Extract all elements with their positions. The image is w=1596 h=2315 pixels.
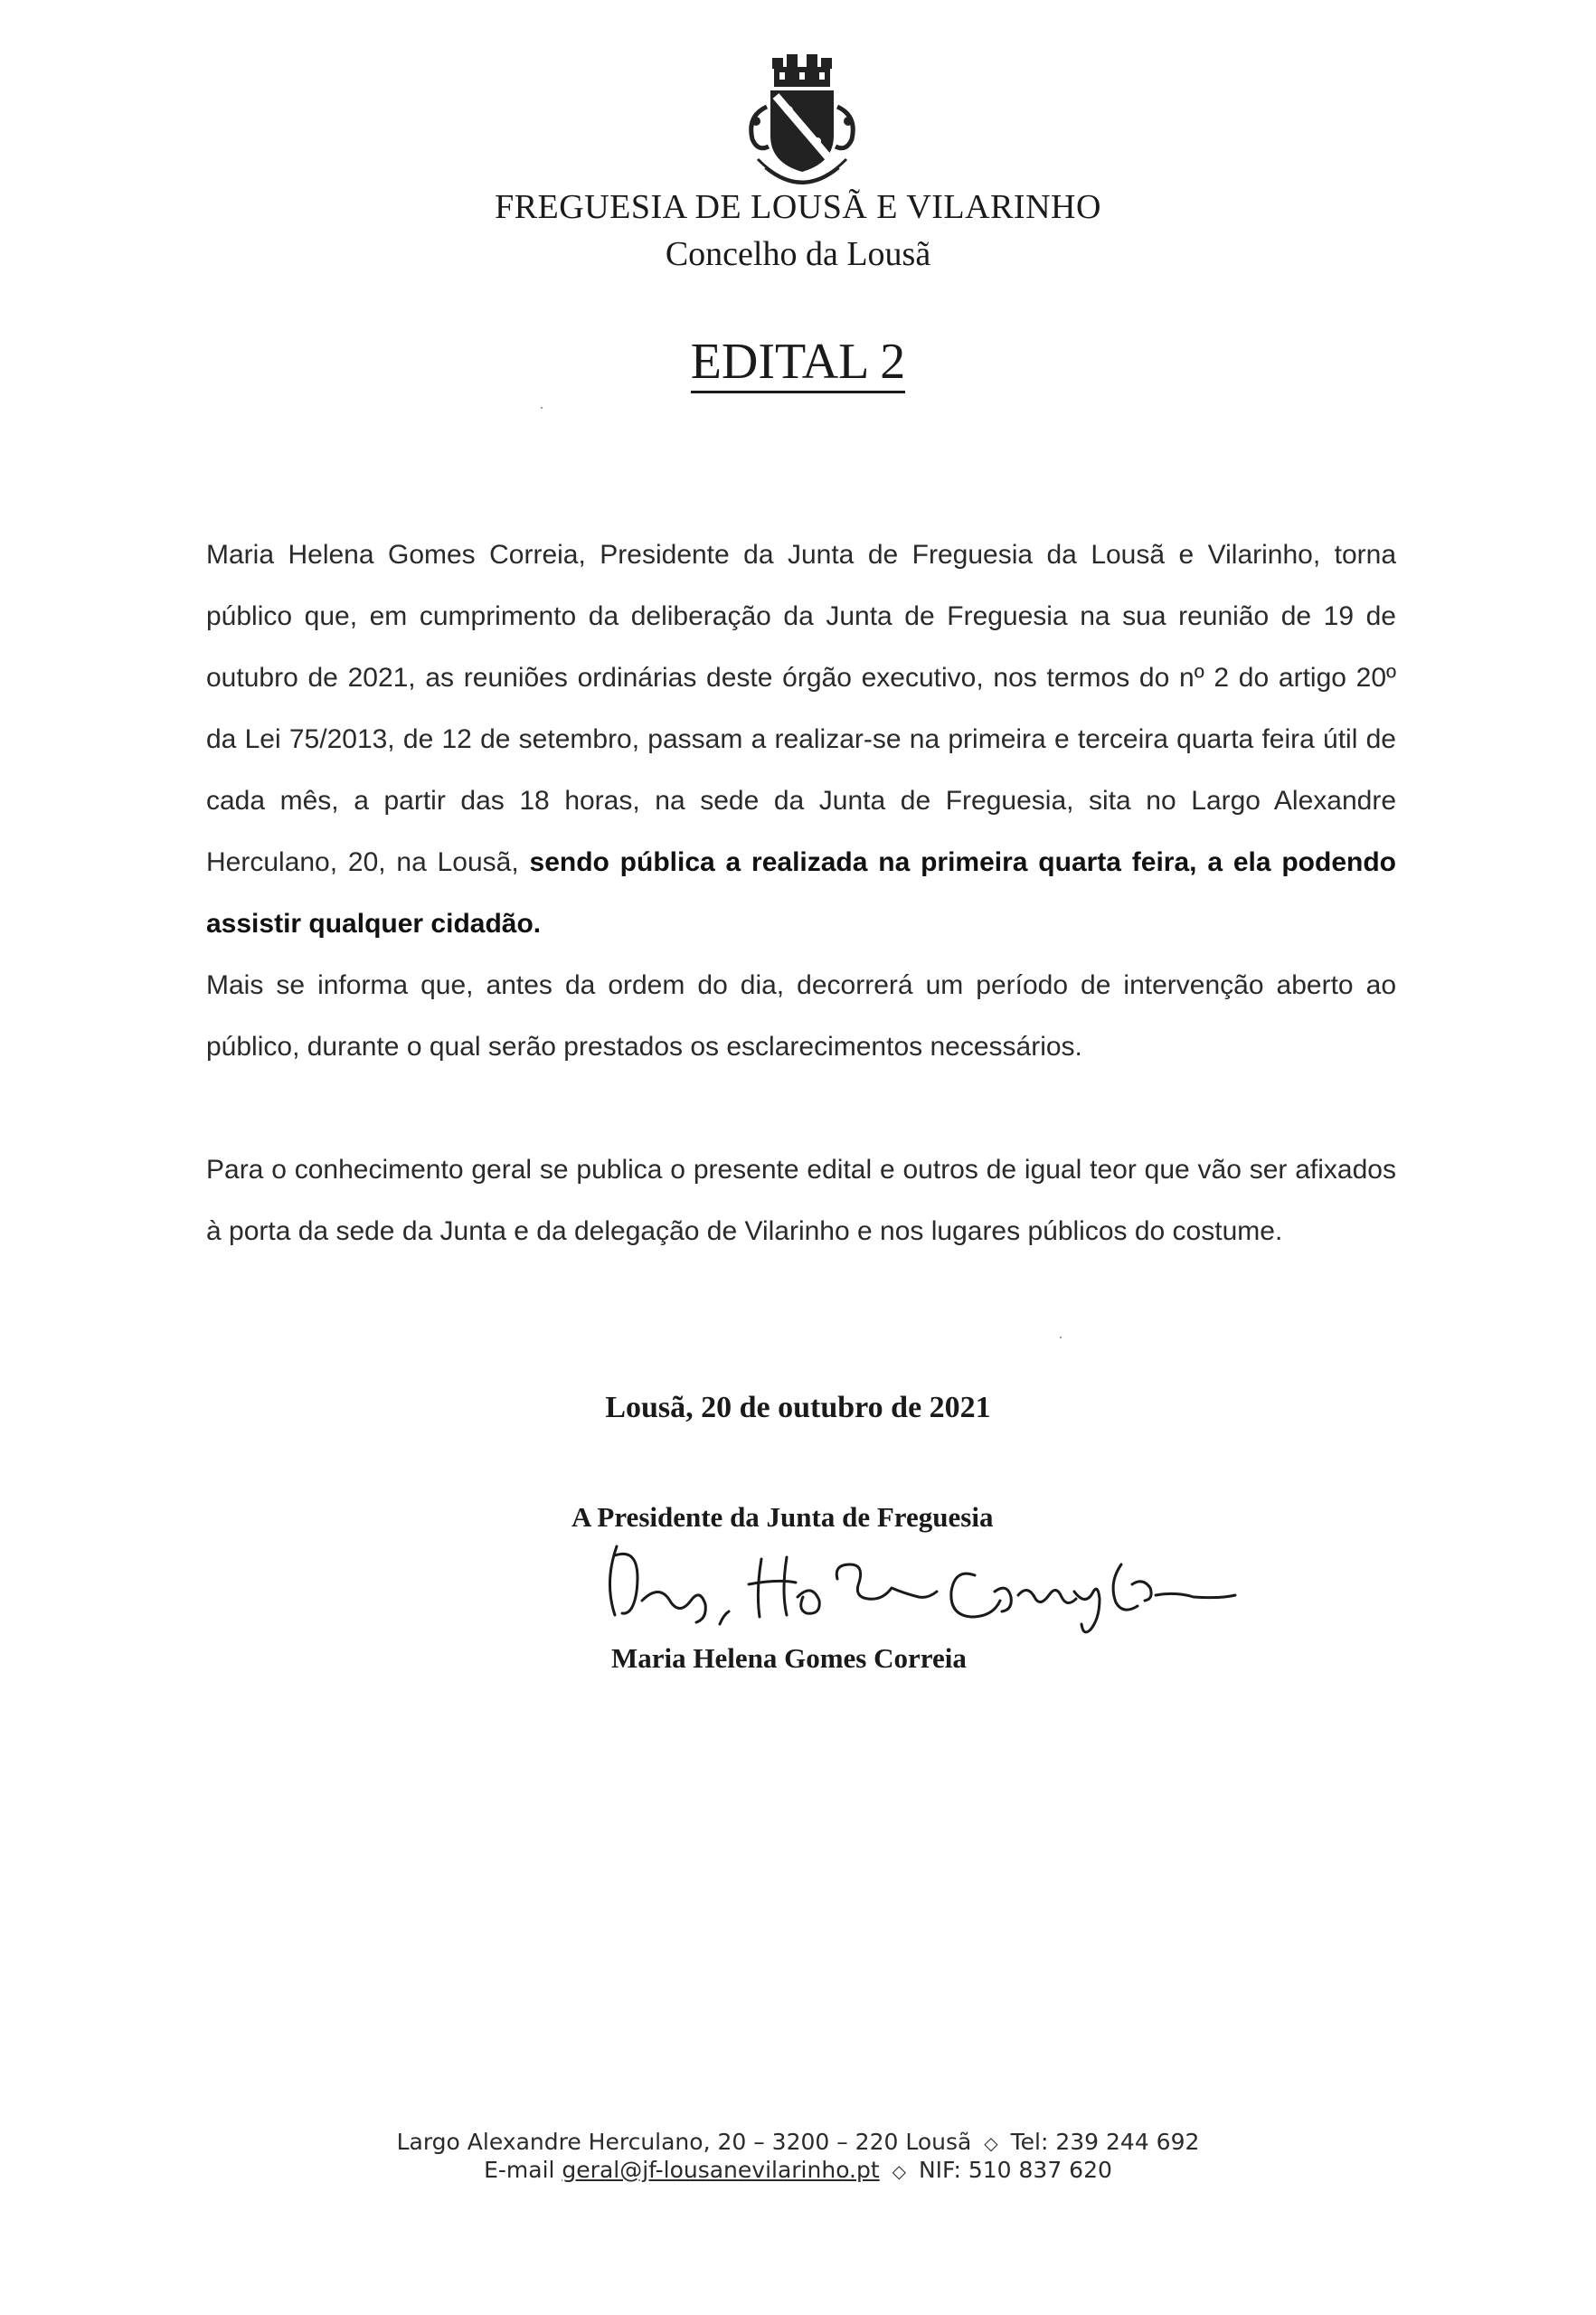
diamond-icon: ◇ — [984, 2132, 998, 2154]
scan-speck — [1060, 1337, 1062, 1338]
footer-address: Largo Alexandre Herculano, 20 – 3200 – 220 Lousã — [396, 2129, 972, 2155]
document-title-text: EDITAL 2 — [691, 336, 906, 393]
place-and-date: Lousã, 20 de outubro de 2021 — [605, 1391, 991, 1424]
diamond-icon: ◇ — [892, 2160, 907, 2182]
body-paragraph-1-text: Maria Helena Gomes Correia, Presidente da Junta de Freguesia da Lousã e Vilarinho, torna público que, em cumprimento da deliberação da Junta de Freguesia na sua reunião de 19 de outubro de 2021, as reuniões ordinárias deste órgão executivo, nos termos do nº 2 do artigo 20º da Lei 75/2013, de 12 de setembro, passam a realizar-se na primeira e terceira quarta feira útil de cada mês, a partir das 18 horas, na sede da Junta de Freguesia, sita no Largo Alexandre Herculano, 20, na Lousã, — [206, 540, 1396, 877]
municipal-crest-icon — [734, 52, 870, 202]
footer-email-link[interactable]: geral@jf-lousanevilarinho.pt — [562, 2157, 880, 2183]
footer-phone: Tel: 239 244 692 — [1010, 2129, 1200, 2155]
footer-line-1 — [0, 2129, 1596, 2157]
scan-speck — [541, 407, 543, 409]
municipality-name: Concelho da Lousã — [665, 235, 931, 273]
document-title — [0, 336, 1596, 393]
footer-line-2 — [0, 2157, 1596, 2185]
body-paragraph-2: Mais se informa que, antes da ordem do dia, decorrerá um período de intervenção aberto ao público, durante o qual serão prestados os esclarecimentos necessários. — [206, 970, 1396, 1062]
footer-email-label: E-mail — [484, 2157, 555, 2183]
handwritten-signature — [597, 1528, 1248, 1637]
signer-role: A Presidente da Junta de Freguesia — [571, 1501, 994, 1533]
footer-nif: NIF: 510 837 620 — [918, 2157, 1112, 2183]
footer-contact — [0, 2129, 1596, 2185]
edital-body — [206, 524, 1396, 1262]
signer-name: Maria Helena Gomes Correia — [611, 1642, 967, 1674]
body-paragraph-3: Para o conhecimento geral se publica o presente edital e outros de igual teor que vão ser afixados à porta da sede da Junta e da delegação de Vilarinho e nos lugares públicos do costume. — [206, 1155, 1396, 1246]
body-paragraph-1 — [206, 524, 1396, 955]
organization-name: FREGUESIA DE LOUSÃ E VILARINHO — [495, 188, 1101, 226]
body-paragraph-1-emphasis: sendo pública a realizada na primeira quarta feira, a ela podendo assistir qualquer cidadão. — [206, 847, 1396, 939]
